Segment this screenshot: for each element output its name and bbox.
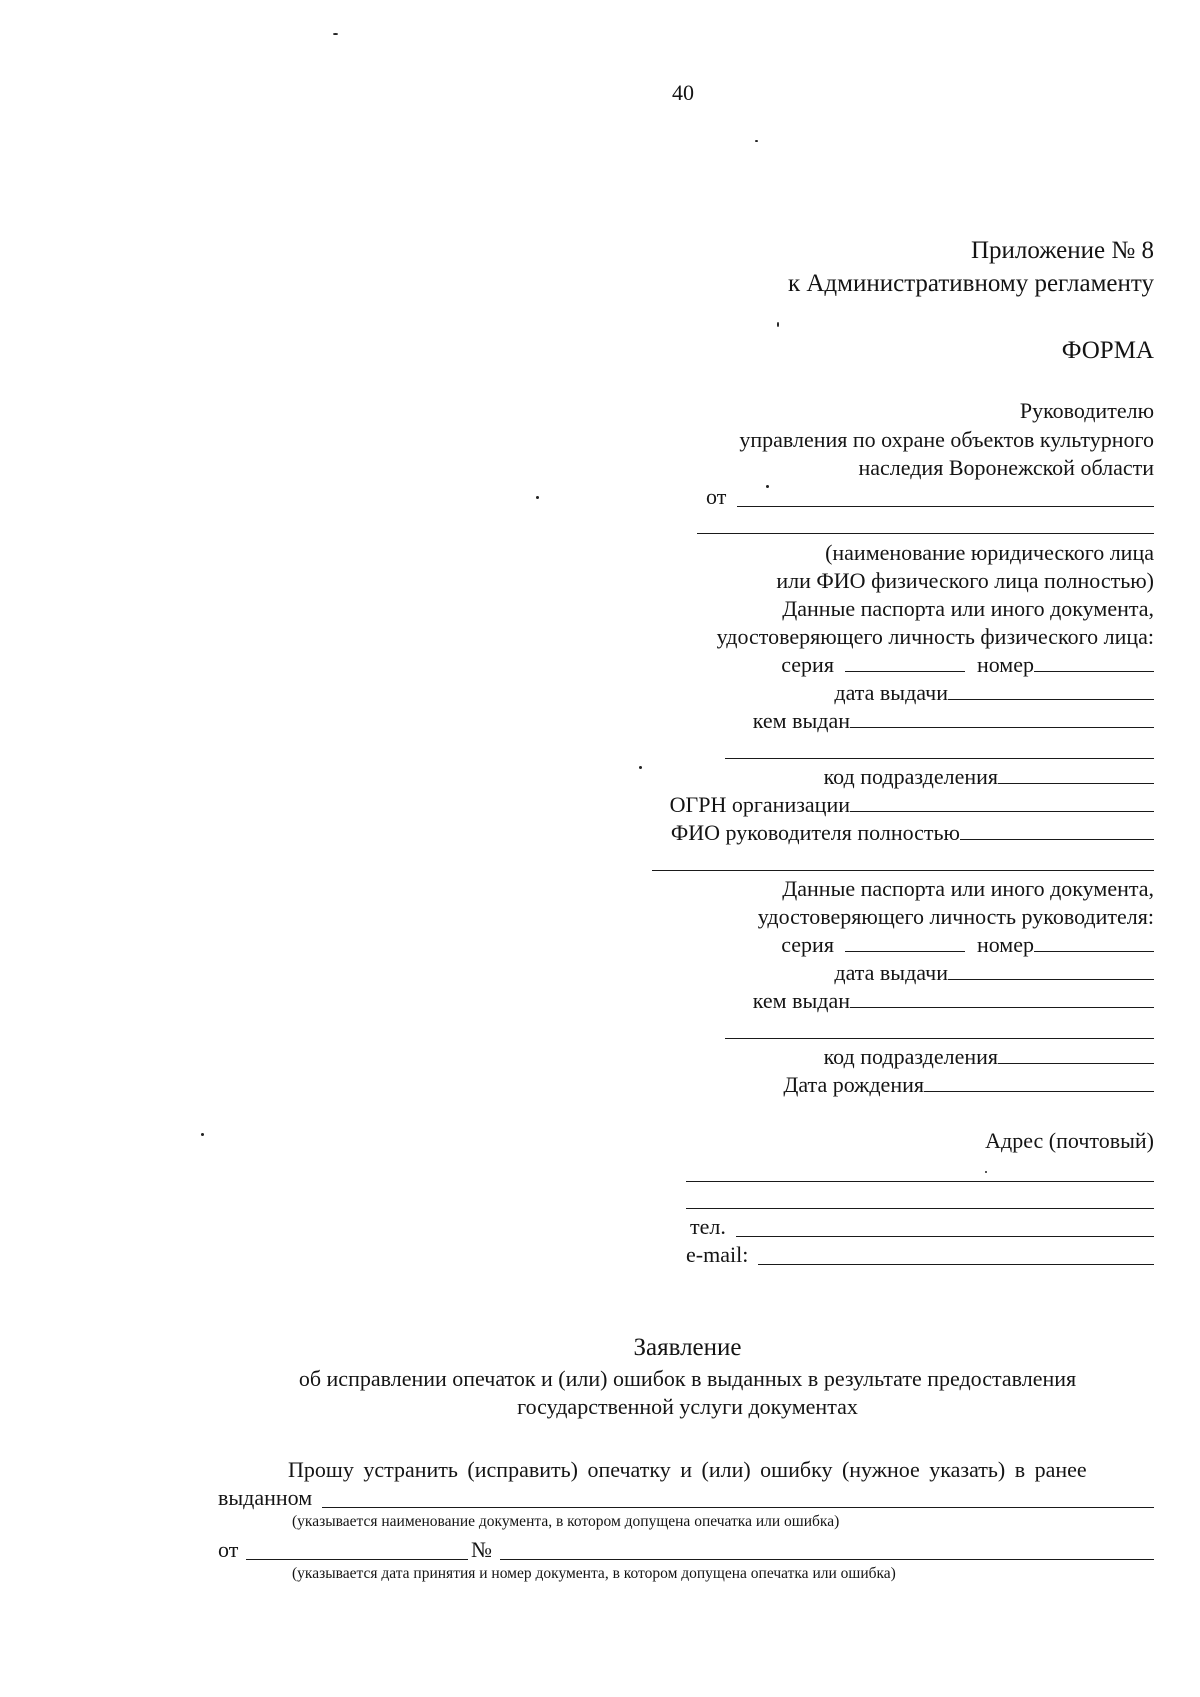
scan-speck <box>333 33 338 35</box>
scan-speck <box>201 1133 204 1136</box>
applicant-issue-date-row <box>834 680 1154 706</box>
head-issued-by-row <box>753 988 1154 1014</box>
from-label: от <box>706 484 727 509</box>
division-code-field[interactable] <box>998 1045 1154 1064</box>
address-field-line-2[interactable] <box>686 1208 1154 1209</box>
series-label: серия <box>781 932 834 957</box>
issue-date-label: дата выдачи <box>834 680 948 705</box>
number-label: номер <box>976 652 1034 677</box>
head-division-code-row <box>824 1044 1154 1070</box>
scan-speck <box>766 485 769 488</box>
division-code-label: код подразделения <box>823 764 998 789</box>
birth-date-field[interactable] <box>924 1073 1154 1092</box>
series-field[interactable] <box>845 653 965 672</box>
address-field-line-1[interactable] <box>686 1181 1154 1182</box>
issue-date-field[interactable] <box>948 681 1154 700</box>
number-field[interactable] <box>1034 653 1154 672</box>
document-hint: (указывается наименование документа, в котором допущена опечатка или ошибка) <box>292 1513 840 1530</box>
applicant-series-number-row <box>781 652 1154 678</box>
applicant-passport-1: Данные паспорта или иного документа, <box>782 596 1154 621</box>
issue-date-label: дата выдачи <box>834 960 948 985</box>
issued-by-field-line-2[interactable] <box>725 758 1154 759</box>
phone-field-line[interactable] <box>736 1236 1154 1237</box>
statement-number-field-line[interactable] <box>500 1559 1154 1560</box>
issued-by-field[interactable] <box>850 989 1154 1008</box>
applicant-name-hint-2: или ФИО физического лица полностью) <box>776 568 1154 593</box>
head-issue-date-row <box>834 960 1154 986</box>
head-name-row <box>671 820 1154 846</box>
head-issued-by-field-line-2[interactable] <box>725 1038 1154 1039</box>
series-field[interactable] <box>845 933 965 952</box>
number-sign: № <box>471 1537 492 1562</box>
issued-document-field-line[interactable] <box>322 1507 1154 1508</box>
email-field-line[interactable] <box>758 1264 1154 1265</box>
addressee-line-2: управления по охране объектов культурного <box>739 427 1154 452</box>
issue-date-field[interactable] <box>948 961 1154 980</box>
email-label: e-mail: <box>686 1242 749 1267</box>
statement-date-field-line[interactable] <box>246 1559 468 1560</box>
head-passport-1: Данные паспорта или иного документа, <box>782 876 1154 901</box>
number-label: номер <box>976 932 1034 957</box>
appendix-subtitle: к Административному регламенту <box>787 270 1154 297</box>
number-field[interactable] <box>1034 933 1154 952</box>
head-passport-2: удостоверяющего личность руководителя: <box>757 904 1154 929</box>
head-name-field-line-2[interactable] <box>652 870 1154 871</box>
birth-date-row <box>783 1072 1154 1098</box>
request-text: Прошу устранить (исправить) опечатку и (или) ошибку (нужное указать) в ранее <box>288 1457 1087 1482</box>
statement-subtitle-2: государственной услуги документах <box>517 1394 858 1419</box>
head-series-number-row <box>781 932 1154 958</box>
scan-speck <box>985 1171 987 1173</box>
from-field-line[interactable] <box>737 506 1154 507</box>
addressee-line-1: Руководителю <box>1019 398 1154 423</box>
birth-date-label: Дата рождения <box>783 1072 924 1097</box>
applicant-passport-2: удостоверяющего личность физического лица: <box>716 624 1154 649</box>
division-code-label: код подразделения <box>823 1044 998 1069</box>
issued-by-field[interactable] <box>850 709 1154 728</box>
ogrn-row <box>670 792 1154 818</box>
statement-title: Заявление <box>633 1334 742 1361</box>
addressee-line-3: наследия Воронежской области <box>858 455 1154 480</box>
statement-subtitle-1: об исправлении опечаток и (или) ошибок в выданных в результате предоставления <box>298 1366 1077 1391</box>
page-number: 40 <box>672 80 694 105</box>
division-code-field[interactable] <box>998 765 1154 784</box>
issued-label: выданном <box>218 1485 313 1510</box>
scan-speck <box>777 322 779 327</box>
applicant-name-hint-1: (наименование юридического лица <box>825 540 1154 565</box>
statement-from-label: от <box>218 1537 239 1562</box>
address-label: Адрес (почтовый) <box>985 1128 1154 1153</box>
appendix-title: Приложение № 8 <box>970 237 1154 264</box>
applicant-issued-by-row <box>753 708 1154 734</box>
head-name-label: ФИО руководителя полностью <box>670 820 960 845</box>
scan-speck <box>755 140 758 142</box>
head-name-field[interactable] <box>960 821 1154 840</box>
phone-label: тел. <box>690 1214 726 1239</box>
date-number-hint: (указывается дата принятия и номер документа, в котором допущена опечатка или ошибка) <box>292 1565 896 1582</box>
issued-by-label: кем выдан <box>752 988 850 1013</box>
form-label: ФОРМА <box>1061 337 1154 364</box>
issued-by-label: кем выдан <box>752 708 850 733</box>
ogrn-field[interactable] <box>850 793 1154 812</box>
from-field-line-2[interactable] <box>697 533 1154 534</box>
scan-speck <box>536 496 539 499</box>
ogrn-label: ОГРН организации <box>669 792 850 817</box>
applicant-division-code-row <box>824 764 1154 790</box>
scan-speck <box>639 766 642 769</box>
series-label: серия <box>781 652 834 677</box>
